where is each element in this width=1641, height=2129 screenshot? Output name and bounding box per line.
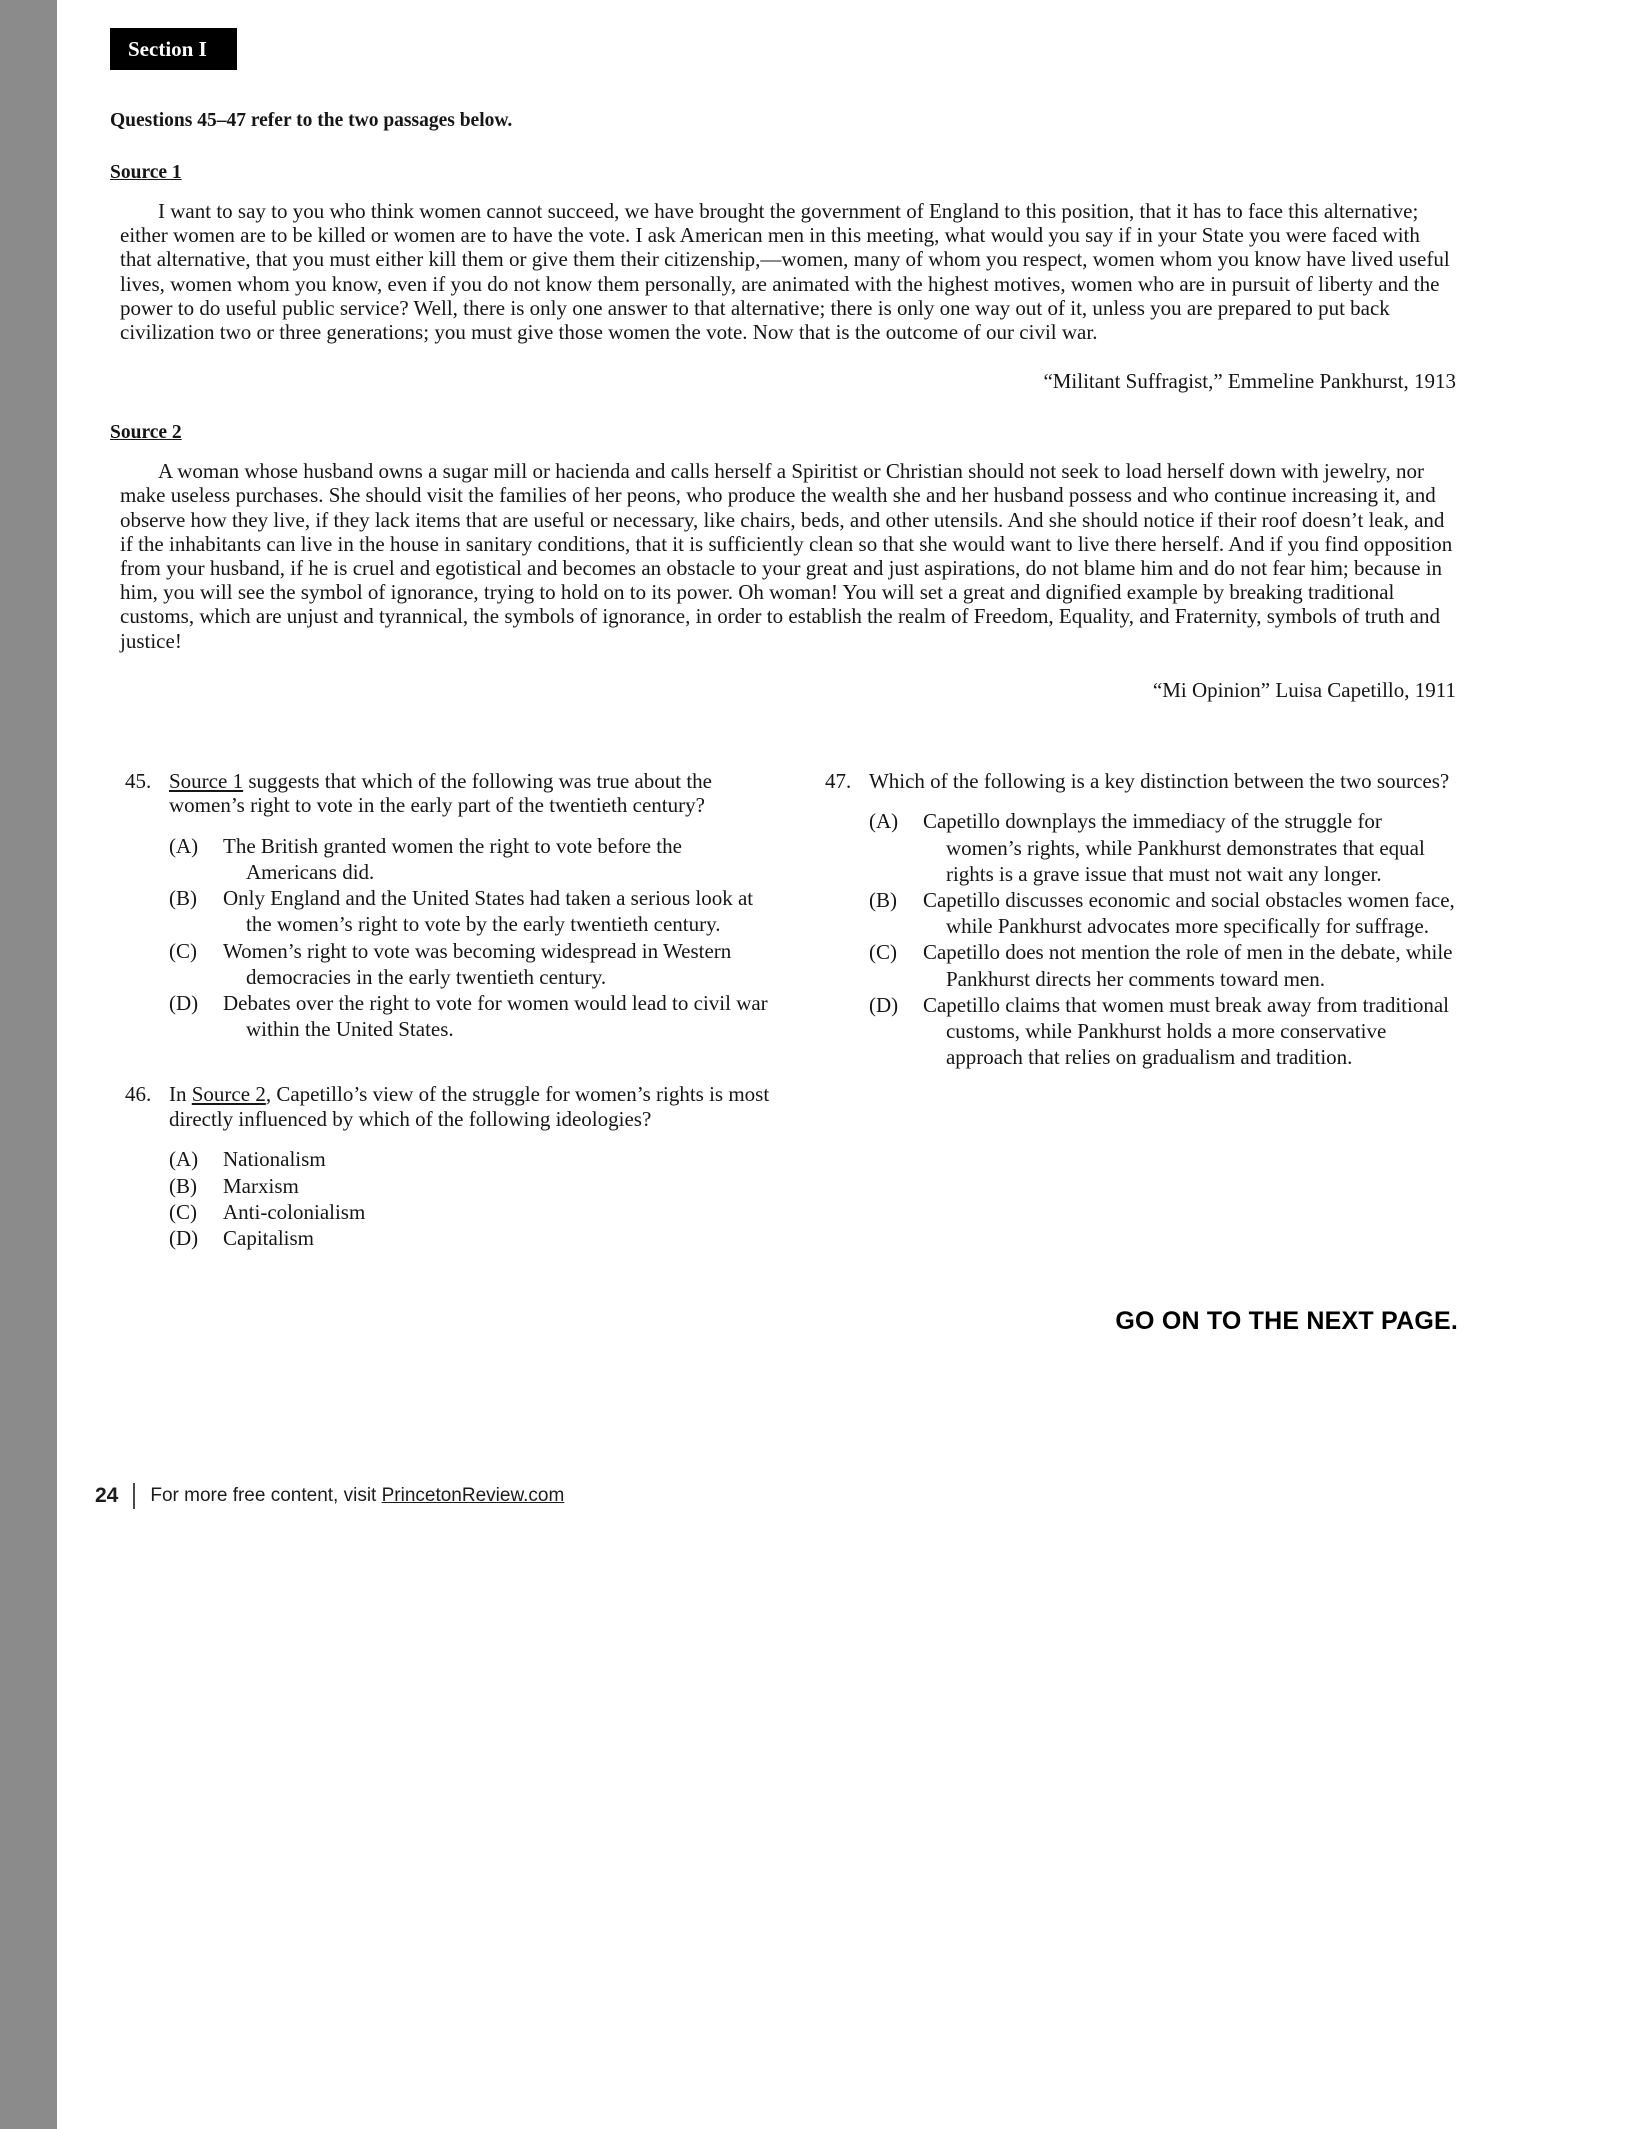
footer-note: For more free content, visit PrincetonReview.com [150,1485,565,1506]
question-stem: Which of the following is a key distinction between the two sources? [868,768,1450,793]
choice-text: Marxism [223,1173,299,1198]
answer-choice [869,939,1458,991]
question-45 [125,769,770,1043]
section-tab: Section I [110,28,237,70]
answer-choices [169,1146,770,1251]
choice-text: Capetillo downplays the immediacy of the struggle for women’s rights, while Pankhurst demonstrates that equal rights is a grave issue that must not wait any longer. [922,809,1425,886]
choice-label: (C) [169,1199,197,1224]
question-number: 46. [125,1082,152,1107]
answer-choice [869,887,1458,939]
question-number: 45. [125,768,152,793]
questions-area [110,769,1458,1291]
choice-label: (C) [169,938,197,963]
answer-choice [169,1225,770,1251]
choice-text: The British granted women the right to vote before the Americans did. [223,833,682,885]
source-2-label: Source 2 [110,422,182,444]
choice-label: (D) [868,992,899,1017]
choice-text: Capetillo does not mention the role of men in the debate, while Pankhurst directs her comments toward men. [922,940,1453,991]
choice-label: (A) [169,1147,199,1172]
choice-text: Capetillo claims that women must break away from traditional customs, while Pankhurst holds a more conservative approach that relies on gradualism and tradition. [922,992,1449,1070]
choice-label: (B) [868,887,897,912]
question-number: 47. [824,768,852,793]
source-2-attribution: “Mi Opinion” Luisa Capetillo, 1911 [1152,677,1456,702]
choice-label: (A) [868,809,899,834]
choice-text: Nationalism [223,1147,326,1172]
answer-choice [169,1199,770,1225]
source-2-passage: A woman whose husband owns a sugar mill or hacienda and calls herself a Spiritist or Christian should not seek to load herself down with jewelry, nor make useless purchases. She should visit the families of her peons, who produce the wealth she and her husband possess and who continue increasing it, and observe how they live, if they lack items that are useful or necessary, like chairs, beds, and other utensils. And she should notice if their roof doesn’t leak, and if the inhabitants can live in the house in sanitary conditions, that it is sufficiently clean so that she would want to live there herself. And if you find opposition from your husband, if he is cruel and egotistical and becomes an obstacle to your great and just aspirations, do not blame him and do not fear him; because in him, you will see the symbol of ignorance, trying to hold on to its power. Oh woman! You will set a great and dignified example by breaking traditional customs, which are unjust and tyrannical, the symbols of ignorance, in order to establish the realm of Freedom, Equality, and Fraternity, symbols of truth and justice! [120,459,1453,653]
choice-label: (B) [169,1173,197,1198]
question-46 [125,1082,770,1251]
source-1-label: Source 1 [110,162,182,183]
answer-choice [869,992,1458,1071]
source-1-attribution: “Militant Suffragist,” Emmeline Pankhurst, 1913 [1043,369,1456,394]
source-1-passage: I want to say to you who think women cannot succeed, we have brought the government of England to this position, that it has to face this alternative; either women are to be killed or women are to have the vote. I ask American men in this meeting, what would you say if in your State you were faced with that alternative, that you must either kill them or give them their citizenship,—women, many of whom you respect, women whom you know have lived useful lives, women whom you know, even if you do not know them personally, are animated with the highest motives, women who are in pursuit of liberty and the power to do useful public service? Well, there is only one answer to that alternative; there is only one way out of it, unless you are prepared to put back civilization two or three generations; you must give those women the vote. Now that is the outcome of our civil war. [120,199,1450,345]
source-reference: Source 2 [191,1082,266,1107]
answer-choice [169,1146,770,1172]
answer-choice [169,1173,770,1199]
answer-choice [169,885,770,937]
questions-range-header: Questions 45–47 refer to the two passages below. [110,110,513,131]
question-stem: In Source 2, Capetillo’s view of the struggle for women’s rights is most directly influenced by which of the following ideologies? [169,1082,770,1131]
answer-choice [869,808,1458,887]
choice-label: (B) [169,886,197,911]
page-footer [95,1483,564,1509]
questions-right-column [825,769,1458,1291]
choice-text: Women’s right to vote was becoming widespread in Western democracies in the early twentieth century. [223,938,732,989]
answer-choices [169,833,770,1043]
answer-choice [169,938,770,990]
answer-choices [869,808,1458,1070]
page-content [110,0,1458,1336]
go-on-instruction: GO ON TO THE NEXT PAGE. [1115,1307,1458,1336]
left-margin-strip [0,0,57,2129]
questions-left-column [125,769,770,1291]
page-number: 24 [95,1484,119,1507]
choice-text: Anti-colonialism [223,1199,366,1224]
choice-label: (C) [868,940,897,965]
answer-choice [169,990,770,1042]
choice-text: Capetillo discusses economic and social obstacles women face, while Pankhurst advocates more specifically for suffrage. [922,887,1455,939]
choice-text: Debates over the right to vote for women would lead to civil war within the United States. [223,991,768,1042]
footer-divider [133,1483,135,1509]
question-stem: Source 1 suggests that which of the following was true about the women’s right to vote in the early part of the twentieth century? [169,768,712,818]
source-reference: Source 1 [169,768,244,793]
princeton-review-link[interactable]: PrincetonReview.com [381,1485,565,1506]
choice-label: (A) [169,833,199,858]
choice-text: Capitalism [223,1226,314,1251]
choice-text: Only England and the United States had taken a serious look at the women’s right to vote by the early twentieth century. [223,886,754,937]
question-47 [825,769,1458,1071]
choice-label: (D) [169,1226,199,1251]
answer-choice [169,833,770,885]
choice-label: (D) [169,991,199,1016]
